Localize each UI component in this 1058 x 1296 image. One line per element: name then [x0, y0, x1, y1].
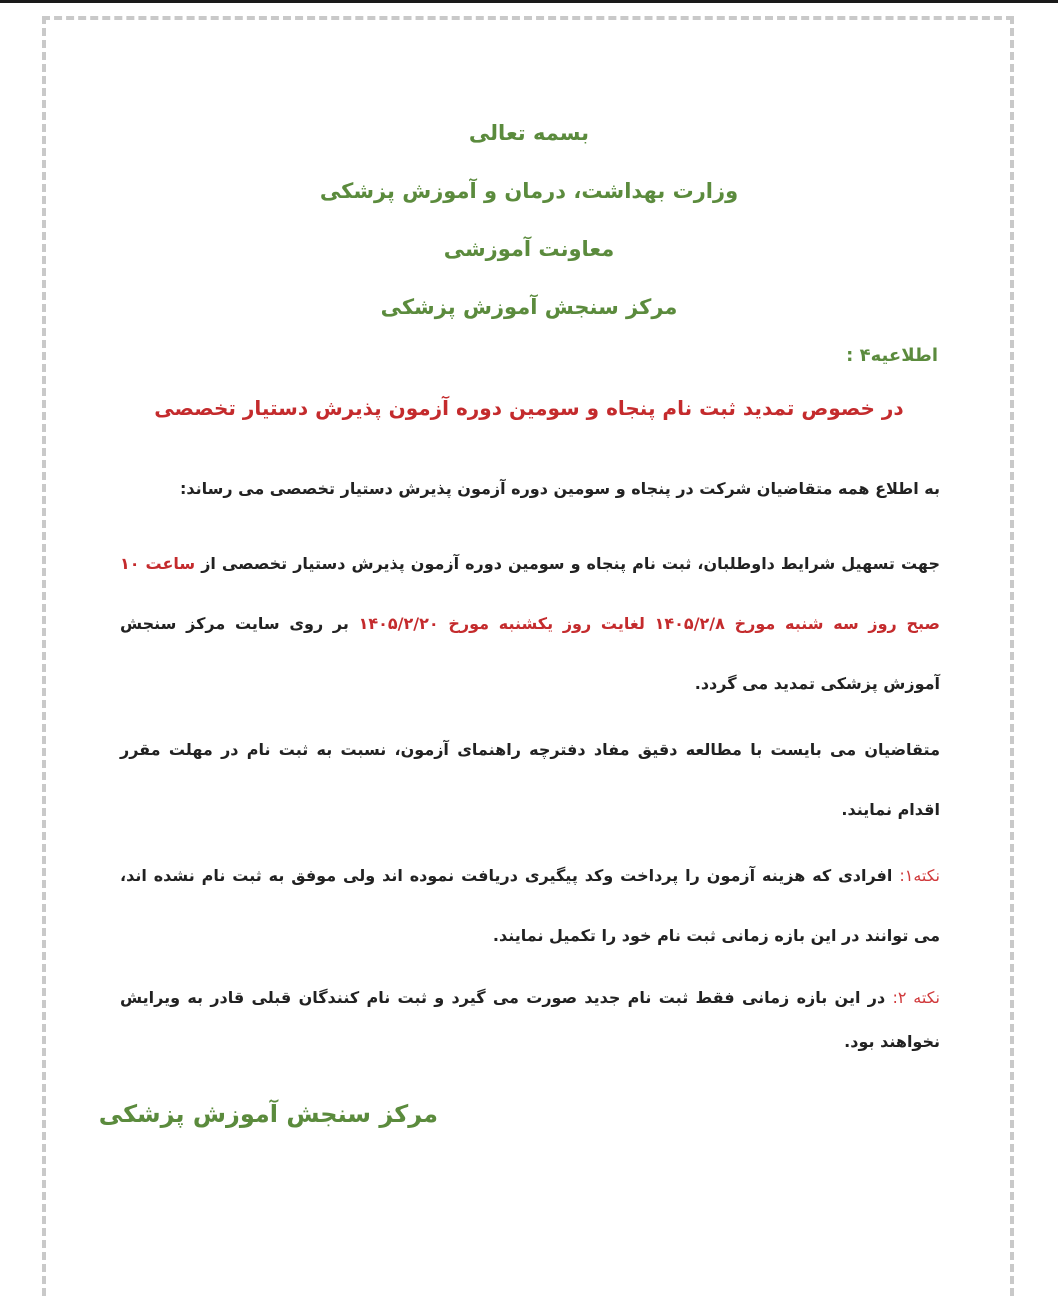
basmala-heading: بسمه تعالی [468, 121, 590, 145]
announcement-title: در خصوص تمدید ثبت نام پنجاه و سومین دوره آزمون پذیرش دستیار تخصصی [154, 396, 904, 420]
notice-number-label: اطلاعیه۴ : [846, 345, 938, 366]
note-1-label: نکته۱: [899, 866, 941, 885]
extension-dates-highlight: ساعت ۱۰ صبح روز سه شنبه مورخ ۱۴۰۵/۲/۸ لغایت روز یکشنبه مورخ ۱۴۰۵/۲/۲۰ [120, 554, 940, 633]
intro-paragraph: به اطلاع همه متقاضیان شرکت در پنجاه و سومین دوره آزمون پذیرش دستیار تخصصی می رساند: [179, 479, 940, 498]
note-2-text: در این بازه زمانی فقط ثبت نام جدید صورت می گیرد و ثبت نام کنندگان قبلی قادر به ویرایش نخواهند بود. [120, 988, 940, 1051]
announcement-body [120, 474, 940, 1064]
instructions-paragraph: متقاضیان می بایست با مطالعه دقیق مفاد دفترچه راهنمای آزمون، نسبت به ثبت نام در مهلت مقرر اقدام نمایند. [120, 740, 940, 819]
extension-text-end: بر روی سایت مرکز سنجش آموزش پزشکی تمدید می گردد. [120, 614, 940, 693]
note-1-text: افرادی که هزینه آزمون را پرداخت وکد پیگیری دریافت نموده اند ولی موفق به ثبت نام نشده اند، می توانند در این بازه زمانی ثبت نام خود را تکمیل نمایند. [120, 866, 940, 945]
center-heading: مرکز سنجش آموزش پزشکی [380, 295, 678, 319]
note-2-label: نکته ۲: [892, 988, 941, 1007]
deputy-heading: معاونت آموزشی [443, 237, 615, 261]
note-1 [120, 846, 940, 966]
extension-text-start: جهت تسهیل شرایط داوطلبان، ثبت نام پنجاه و سومین دوره آزمون پذیرش دستیار تخصصی از [201, 554, 940, 573]
note-2 [120, 976, 940, 1064]
extension-paragraph [120, 534, 940, 714]
ministry-heading: وزارت بهداشت، درمان و آموزش پزشکی [319, 179, 739, 203]
signature-center-name: مرکز سنجش آموزش پزشکی [98, 1100, 438, 1128]
